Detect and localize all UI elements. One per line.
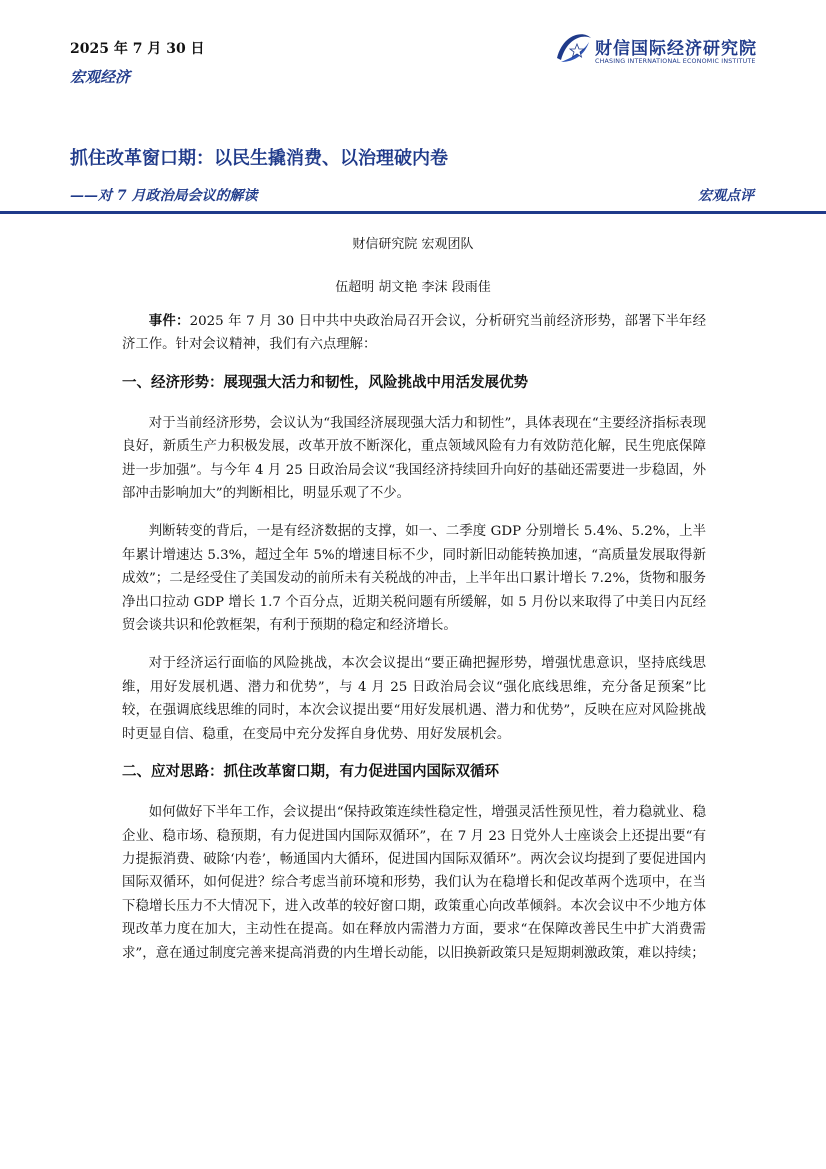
section-heading-2: 二、应对思路：抓住改革窗口期，有力促进国内国际双循环 (122, 763, 499, 781)
report-subtitle: ——对 7 月政治局会议的解读 (70, 188, 258, 204)
logo-en-text: CHASING INTERNATIONAL ECONOMIC INSTITUTE (595, 58, 756, 65)
section-2-paragraph-1: 如何做好下半年工作，会议提出“保持政策连续性稳定性，增强灵活性预见性，着力稳就业、稳企业、稳市场、稳预期，有力促进国内国际双循环”，在 7 月 23 日党外人士座谈会上还提出要“有力提振消费、破除‘内卷’，畅通国内大循环，促进国内国际双循环”。两次会议均提到了要促进国内国际双循环，如何促进？综合考虑当前环境和形势，我们认为在稳增长和促改革两个选项中，在当下稳增长压力不大情况下，进入改革的较好窗口期，政策重心向改革倾斜。本次会议中不少地方体现改革力度在加大，主动性在提高。如在释放内需潜力方面，要求“在保障改善民生中扩大消费需求”，意在通过制度完善来提高消费的内生增长动能，以旧换新政策只是短期刺激政策，难以持续； (122, 805, 706, 961)
section-heading-1: 一、经济形势：展现强大活力和韧性，风险挑战中用活发展优势 (122, 373, 528, 391)
report-body (122, 310, 706, 980)
research-team: 财信研究院 宏观团队 (352, 237, 474, 252)
report-date: 2025 年 7 月 30 日 (70, 41, 205, 57)
section-1-paragraph-1: 对于当前经济形势，会议认为“我国经济展现强大活力和韧性”，具体表现在“主要经济指标表现良好，新质生产力积极发展，改革开放不断深化，重点领域风险有力有效防范化解，民生兜底保障进一步加强”。与今年 4 月 25 日政治局会议“我国经济持续回升向好的基础还需要进一步稳固，外部冲击影响加大”的判断相比，明显乐观了不少。 (122, 415, 706, 502)
star-arc-logo-icon (553, 28, 593, 68)
event-label: 事件： (148, 313, 190, 329)
section-1-paragraph-3: 对于经济运行面临的风险挑战，本次会议提出“要正确把握形势，增强忧患意识，坚持底线思维，用好发展机遇、潜力和优势”，与 4 月 25 日政治局会议“强化底线思维，充分备足预案”比较，在强调底线思维的同时，本次会议提出要“用好发展机遇、潜力和优势”，反映在应对风险挑战时更显自信、稳重，在变局中充分发挥自身优势、用好发展机会。 (122, 656, 706, 742)
event-paragraph (122, 310, 706, 357)
institute-logo (553, 28, 783, 74)
section-1-paragraph-2: 判断转变的背后，一是有经济数据的支撑，如一、二季度 GDP 分别增长 5.4%、5.2%，上半年累计增速达 5.3%，超过全年 5%的增速目标不少，同时新旧动能转换加速，“高质量发展取得新成效”；二是经受住了美国发动的前所未有关税战的冲击，上半年出口累计增长 7.2%，货物和服务净出口拉动 GDP 增长 1.7 个百分点，近期关税问题有所缓解，如 5 月份以来取得了中美日内瓦经贸会谈共识和伦敦框架，有利于预期的稳定和经济增长。 (122, 524, 706, 634)
report-type: 宏观点评 (698, 188, 754, 204)
logo-cn-text: 财信国际经济研究院 (595, 39, 757, 59)
header-divider (0, 211, 826, 214)
report-title: 抓住改革窗口期：以民生撬消费、以治理破内卷 (70, 148, 448, 169)
report-section: 宏观经济 (70, 68, 131, 86)
event-text: 2025 年 7 月 30 日中共中央政治局召开会议，分析研究当前经济形势，部署下半年经济工作。针对会议精神，我们有六点理解： (122, 314, 707, 353)
authors: 伍超明 胡文艳 李沫 段雨佳 (335, 280, 491, 295)
